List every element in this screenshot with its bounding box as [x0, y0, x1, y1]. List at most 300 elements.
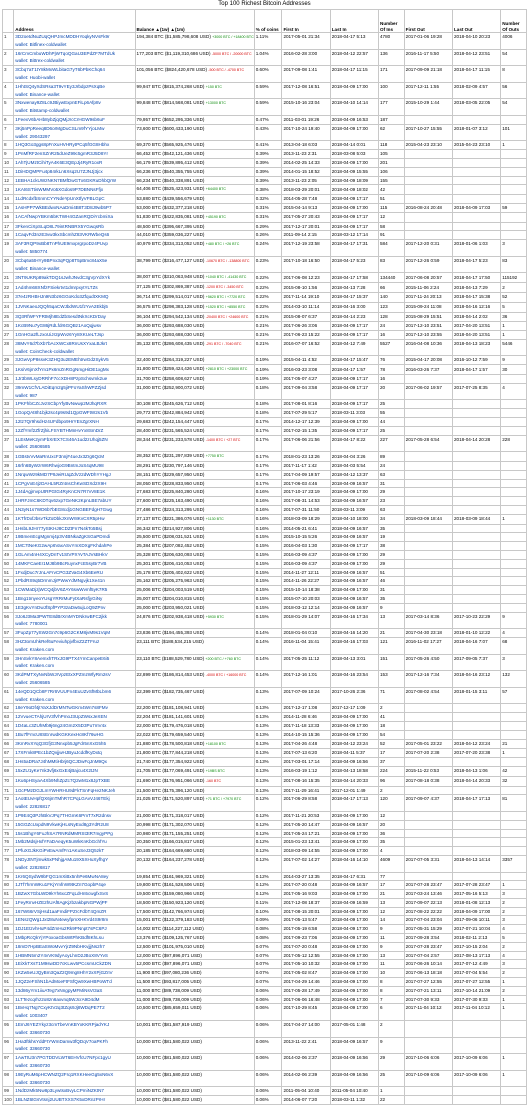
balance-cell — [135, 637, 254, 654]
balance-cell — [135, 749, 254, 758]
first-out-cell: 2017-05-31 15:29 — [404, 925, 452, 934]
address-link[interactable]: 3KdPMTXyNvNbWJrVpzEtxXPZmzWfyRm2sV — [15, 672, 111, 678]
ins-cell: 18 — [379, 721, 405, 730]
address-link[interactable]: 3Nxwenay9Z8Lc9JBiywExpnEFiLp6Afp8v — [15, 100, 101, 106]
last-in-cell: 2018-04-09 16:57 — [330, 497, 378, 506]
last-in-cell: 2018-04-09 16:56 — [330, 1070, 378, 1087]
rank-cell: 3 — [3, 66, 14, 83]
outs-cell: 36 — [501, 312, 527, 322]
address-link[interactable]: 12ZfYmf2ZfrZjhiLFSYBTHMnHvYx8SmDrZ — [15, 427, 104, 433]
balance-cell — [135, 995, 254, 1004]
first-out-cell: 2016-04-08 10:36 — [404, 339, 452, 356]
address-link[interactable]: 1ACAfNwpYBKm5bKTWH4GZanRQDiYcbmiXa — [15, 214, 114, 220]
balance-cell — [135, 185, 254, 195]
ins-cell: 11 — [379, 934, 405, 943]
address-link[interactable]: 1NrqwWz9kMD7P9JeiRUqZdVz2dWDhYYHgJ — [15, 471, 111, 477]
wallet-tag-link[interactable]: wallet: CoinCheck-coldwallet — [15, 348, 74, 354]
balance-value: 12,000 BTC ($97,896,071 USD) — [136, 961, 202, 967]
address-link[interactable]: 1EBHA1ckUWzNKN7BMfDwGTx6GKRuDhbQrW — [15, 177, 117, 183]
last-in-cell: 2018-04-09 17:17 — [330, 331, 378, 340]
outs-cell — [501, 603, 527, 612]
last-out-cell: 2017-10-15 2:04 — [452, 942, 500, 951]
address-link[interactable]: 1DiHDQMPFu4p84rkLn6Xsq2U7ZJNJj3jcx — [15, 168, 103, 174]
last-in-cell: 2018-04-17 11:15 — [330, 66, 378, 83]
balance-cell — [135, 452, 254, 462]
balance-value: 21,880 BTC ($178,500,818 USD) — [136, 740, 205, 746]
pct-cell: 0.13% — [254, 713, 282, 722]
address-link[interactable]: 1KAt6STtisWMMVo5XGdos9P7DBNNsFfjx — [15, 186, 104, 192]
first-in-cell: 2017-04-09 19:57 — [282, 470, 330, 479]
balance-change: +7750 BTC — [205, 454, 225, 459]
wallet-tag-link[interactable]: wallet: 7780001 — [15, 621, 48, 627]
balance-cell — [135, 49, 254, 66]
address-link[interactable]: 1NDyJtNTjmwk5xPNhjgAMu19X5XHuXyfhgY — [15, 856, 109, 862]
rank-cell: 66 — [3, 739, 14, 749]
rank-cell: 97 — [3, 1054, 14, 1071]
col-header-address[interactable]: Address — [14, 10, 135, 33]
address-link[interactable]: 3HnSvkY8AemxhTRxJG9PTX4YmCanpeE6i5 — [15, 655, 110, 661]
table-row — [3, 240, 527, 257]
address-link[interactable]: 1D4aLc3ZUhMb9j6ng24Gm2X5D3Pu7mV4x — [15, 722, 107, 728]
outs-cell: 132 — [501, 671, 527, 688]
address-link[interactable]: 1Hs5aDRa7J4hMMtiHbrj6QCJDwFqJnM9Qx — [15, 759, 107, 765]
first-in-cell: 2017-04-26 4:48 — [282, 739, 330, 749]
balance-value: 66,236 BTC ($540,355,755 USD) — [136, 168, 205, 174]
address-link[interactable]: 1ENszQWg1Jxt28uN4ewyfpmXHKVd4S9r8m — [15, 917, 109, 923]
address-link[interactable]: 1PbdRS9q5DrmmJjrPWwYdMNgvjk1Xe41n — [15, 578, 105, 584]
balance-cell — [135, 898, 254, 907]
rank-cell: 33 — [3, 400, 14, 409]
address-cell — [14, 542, 135, 551]
balance-value: 66,179 BTC ($539,895,412 USD) — [136, 159, 205, 165]
first-out-cell — [404, 758, 452, 767]
wallet-tag-link[interactable]: wallet: 22826817 — [15, 864, 51, 870]
ins-cell: 83 — [379, 256, 405, 273]
first-out-cell — [404, 150, 452, 159]
last-out-cell — [452, 811, 500, 820]
outs-cell — [501, 820, 527, 829]
address-link[interactable]: 14MKFCaeEr1MJ8b9BcRuynxFcE5syBr7VB — [15, 560, 107, 566]
last-in-cell: 2018-04-16 3:00 — [330, 302, 378, 312]
address-link[interactable]: 1HhtSQ4yXdSRsa3T9vYEy3JrbdpzPsXqBe — [15, 83, 105, 89]
balance-value: 19,854 BTC ($161,969,321 USD) — [136, 873, 205, 879]
ins-cell: 71 — [379, 687, 405, 704]
address-link[interactable]: 3KmRvXYqQ3GfjG3Nnxpb5JgFdr5nXxG5h5 — [15, 741, 107, 747]
balance-value: 194,384 BTC ($1,585,798,608 USD) — [136, 34, 211, 39]
ins-cell: 8 — [379, 978, 405, 987]
address-link[interactable]: 16rCmCmbuWDhPjWTqoQGaU3EPdZF7MTdUk — [15, 50, 116, 56]
wallet-tag-link[interactable]: wallet: 25606585 — [15, 444, 51, 450]
last-out-cell — [452, 524, 500, 533]
wallet-tag-link[interactable]: wallet: 5850774 — [15, 248, 48, 254]
balance-value: 28,400 BTC ($231,565,524 USD) — [136, 427, 205, 433]
address-link[interactable]: 1Jr3bWLsyDRRhF7ccXDH8PzpSchsvmk2ue — [15, 376, 108, 382]
address-link[interactable]: 1MbpRcQkYjYPoxoaGbsWtPhKBdf8KhLsu — [15, 935, 104, 941]
address-link[interactable]: 1GopQAt8h1bjk2sc4p9s9d1QpGWFtW2s1Vb — [15, 410, 109, 416]
wallet-tag-link[interactable]: wallet: 33660730 — [15, 1063, 51, 1069]
address-cell — [14, 488, 135, 497]
address-link[interactable]: 1Ku6pHSyaA4Xb9NhZpZc7Q2wM1x8JpTXBE — [15, 778, 111, 784]
rank-cell: 53 — [3, 586, 14, 595]
wallet-tag-link[interactable]: wallet: Binance-wallet — [15, 265, 60, 271]
address-cell — [14, 514, 135, 524]
balance-cell — [135, 150, 254, 159]
pct-cell: 0.18% — [254, 383, 282, 400]
address-cell — [14, 758, 135, 767]
balance-value: 48,500 BTC ($395,667,395 USD) — [136, 223, 205, 229]
address-link[interactable]: 18mD7HpBEaSWoMvvYjrZ9NbHKvjjjNs2h7 — [15, 943, 105, 949]
address-link[interactable]: 3Q3RfWFYFRtMjh8EdZbSesdtNkXcKDrDay — [15, 314, 106, 319]
table-row — [3, 721, 527, 730]
address-link[interactable]: 14eQD1QCb8F7Rr6VUUFn4EuUZvSfMbLbm6 — [15, 688, 112, 694]
first-in-cell: 2017-05-25 11:12 — [282, 654, 330, 671]
balance-cell — [135, 551, 254, 560]
table-row — [3, 479, 527, 488]
balance-cell — [135, 730, 254, 739]
address-link[interactable]: 1KZw5eUJQyBm3QaZ2Q9mg8HhY2xXPjGZnV — [15, 970, 113, 976]
rank-cell: 46 — [3, 524, 14, 533]
address-cell — [14, 256, 135, 273]
balance-change: +64400 BTC — [205, 187, 227, 192]
wallet-tag-link[interactable]: wallet: Huobi-wallet — [15, 74, 55, 80]
first-out-cell — [404, 533, 452, 542]
balance-value: 22,204 BTC ($181,141,601 USD) — [136, 714, 205, 720]
rank-cell: 4 — [3, 82, 14, 99]
wallet-tag-link[interactable]: wallet: 22826817 — [15, 804, 51, 810]
address-cell — [14, 1021, 135, 1038]
table-row — [3, 400, 527, 409]
last-in-cell: 2018-04-17 5:23 — [330, 256, 378, 273]
col-header-first-out[interactable]: First Out — [404, 10, 452, 33]
address-link[interactable]: 1EiXkTXsT1M9swDD7cKLwv5PCcsmUCkZDN — [15, 961, 112, 967]
address-link[interactable]: 15GGZcUxpdN9VkwKjHLsNyExd8g3YdR2U8 — [15, 821, 109, 827]
first-out-cell — [404, 1021, 452, 1038]
address-link[interactable]: 1Ad4hm68XNfzFSiekrtvt1dmrpxytYLTZs — [15, 284, 98, 290]
address-link[interactable]: 3Cbq6a5tHYy9BPnx3qPQp8T5pBmc84aX5e — [15, 257, 108, 263]
ins-cell: 77 — [379, 872, 405, 881]
balance-value: 11,000 BTC ($89,738,009 USD) — [136, 996, 202, 1002]
address-cell — [14, 66, 135, 83]
outs-cell — [501, 533, 527, 542]
wallet-tag-link[interactable]: wallet: 29043297 — [15, 133, 51, 139]
first-out-cell — [404, 470, 452, 479]
address-link[interactable]: 1LTTezcqrhz2o8zn6axvnq5WJcrA9D4dM — [15, 996, 100, 1002]
last-in-cell: 2018-03-08 5:03 — [330, 150, 378, 159]
address-link[interactable]: 1HsbL9JHr77yStKHJ8CDZtFn7N4kTo5Bsj — [15, 525, 102, 531]
address-link[interactable]: 1GLAm4nH4XCyDnTv1StVPXYvTAJVsBHkV — [15, 552, 108, 558]
last-out-cell: 2018-01-08 12:13 — [452, 898, 500, 907]
address-link[interactable]: 1HQ3Go3ggs8pFnXuHVHRytPCq5fGG8Hbhx — [15, 142, 110, 148]
address-link[interactable]: 1GcPMzDGJLmYWHRHU9dFkTSnFqHe2NKJeh — [15, 787, 116, 793]
balance-cell — [135, 256, 254, 273]
balance-cell — [135, 855, 254, 872]
balance-value: 29,683 BTC ($242,154,447 USD) — [136, 419, 205, 425]
outs-cell — [501, 167, 527, 176]
balance-value: 36,575 BTC ($298,383,128 USD) — [136, 303, 205, 309]
address-link[interactable]: 1FeyRmvHZE2hUAf8AgKjzbzakbpNGPWjPF — [15, 899, 108, 905]
balance-value: 19,800 BTC ($161,528,506 USD) — [136, 882, 205, 888]
address-cell — [14, 497, 135, 506]
address-link[interactable]: 39mW1CfVLADiEqm2g5jiPFoYaShWPZZjsd — [15, 384, 107, 390]
address-link[interactable]: 15s1BhgY6FuJhSA7RNRdMMRSt3tR7mgyPPg — [15, 830, 113, 836]
outs-cell: 3 — [501, 240, 527, 257]
last-out-cell: 2018-04-17 5:23 — [452, 256, 500, 273]
ins-cell: 31 — [379, 586, 405, 595]
address-link[interactable]: 37e4zRHBHJn9N3bz6GGoKdo3ZfqudtXKMQ — [15, 294, 109, 300]
outs-cell: 1 — [501, 1054, 527, 1071]
rank-cell: 69 — [3, 766, 14, 776]
ins-cell: 9 — [379, 1037, 405, 1054]
address-link[interactable]: 1AhTjUMztCihiTyA4K6E3QEpJj4RyR1oxR — [15, 159, 103, 165]
balance-value: 37,125 BTC ($302,869,387 USD) — [136, 284, 205, 290]
wallet-tag-link[interactable]: wallet: Bitstamp-coldwallet — [15, 108, 70, 114]
col-header-outs[interactable]: Number Of Outs — [501, 10, 527, 33]
first-in-cell: 2017-07-13 6:20 — [282, 749, 330, 758]
address-link[interactable]: 1AwTtU3n7PGTDDVLWT6EHVfcU7NFpc1gyU — [15, 1055, 111, 1061]
first-out-cell — [404, 577, 452, 586]
address-link[interactable]: 1NdDzMk5Nw8p3LywtsxBvyLCPmiNZKtN7 — [15, 1088, 104, 1094]
col-header-first-in[interactable]: First In — [282, 10, 330, 33]
outs-cell: 3357 — [501, 855, 527, 872]
last-in-cell: 2018-04-09 17:00 — [330, 1004, 378, 1021]
rank-cell: 80 — [3, 881, 14, 890]
address-link[interactable]: 3HZ3omUhkRef6uFeviuhpjvfbvZ2ZTFruz — [15, 638, 100, 644]
last-in-cell: 2018-04-09 17:17 — [330, 222, 378, 231]
balance-cell — [135, 400, 254, 409]
address-link[interactable]: 1PfuXGJkKGiPvEwAmfFn1AKuSeJ3Q5zkT — [15, 848, 105, 854]
balance-change: +2810 BTC / +23000 BTC — [205, 367, 248, 372]
last-in-cell: 2018-04-09 17:00 — [330, 969, 378, 978]
address-link[interactable]: 1JTf7hrmWKu1FKjYmfnW9tKZn7GopbP4qe — [15, 882, 106, 888]
first-in-cell: 2017-08-01 8:16 — [282, 400, 330, 409]
ins-cell: 201 — [379, 158, 405, 167]
address-link[interactable]: 1BvHq7Ng7CxyKtV2q3tZqs9Jj8WDqPE7T2 — [15, 1005, 105, 1011]
first-out-cell: 2017-07-21 13:11 — [404, 986, 452, 995]
col-header-rank[interactable] — [3, 10, 14, 33]
address-link[interactable]: 12VvueCTAhjUrV3fVhPmoJ3UpZWsxJeXEN — [15, 714, 107, 720]
address-link[interactable]: 167W66rVSjHsd1aaFmdiFPZrcFdbT4QmZR — [15, 908, 107, 914]
address-link[interactable]: 3Cbq7aT1tY8kMxWLbitaG7yT6bPbKChq64 — [15, 67, 105, 73]
address-link[interactable]: 1Ha3ftkhsYddFtYWmDamw3fQDqV7oaPKFh — [15, 1038, 108, 1044]
address-link[interactable]: 18eY9oDf4jtYaXJdDrMNTwGKm4Wn7s8FMv — [15, 705, 108, 711]
balance-value: 29,772 BTC ($242,884,942 USD) — [136, 410, 205, 416]
table-row — [3, 766, 527, 776]
ins-cell: 2 — [379, 1021, 405, 1038]
address-link[interactable]: 1MC7tNeKG2wAp6VaxASvYmXDXgFKhdahPe — [15, 543, 112, 549]
table-row — [3, 426, 527, 435]
wallet-tag-link[interactable]: wallet: Bittrex-coldwallet — [15, 58, 65, 64]
address-link[interactable]: 3JGwVpP8ssvK3ZHQ3u2EMEhtrwGd2SykV5 — [15, 357, 109, 363]
address-link[interactable]: 3D2oetdNuZUqQHPJmcMDDHYoqkyNVsFk9r — [15, 34, 110, 39]
last-out-cell — [452, 704, 500, 713]
ins-cell: 55 — [379, 409, 405, 418]
first-out-cell: 2017-08-22 22:22 — [404, 907, 452, 916]
address-link[interactable]: 19EyRuM6pHCWNZQ2Frq1RXKHeeGg5xN6vX — [15, 1071, 114, 1077]
rank-cell: 36 — [3, 426, 14, 435]
table-row — [3, 497, 527, 506]
address-link[interactable]: 1KcB9Nu7yG86jRdLfdr6GQBz1AoQqjwsv — [15, 323, 102, 329]
last-in-cell: 2018-04-09 16:56 — [330, 1054, 378, 1071]
wallet-tag-link[interactable]: wallet: 33660730 — [15, 1046, 51, 1052]
table-row — [3, 586, 527, 595]
outs-cell: 21 — [501, 739, 527, 749]
balance-cell — [135, 820, 254, 829]
outs-cell: 32 — [501, 776, 527, 786]
col-header-balance[interactable]: Balance ▲(1w) ▲(1m) — [135, 10, 254, 33]
address-link[interactable]: 1CWMaDjzjWCQ4jbV6ZAY6swWvmf5yK7R5 — [15, 587, 108, 593]
outs-cell — [501, 721, 527, 730]
address-link[interactable]: 1PnMfRF2enSZnR25dUeZ99c5gmR3J5D8Yr — [15, 151, 108, 157]
balance-change: -160 BTC — [205, 778, 222, 783]
table-header-row — [3, 10, 527, 33]
balance-value: 11,000 BTC ($89,738,009 USD) — [136, 987, 202, 993]
address-link[interactable]: 19BmenEcgMgnmj4p3V4BNkaZgKSGaPDmdi — [15, 534, 111, 540]
pct-cell: 0.15% — [254, 603, 282, 612]
address-link[interactable]: 1Mb2MdsjHxfYFaDAeqyK5uWkKnKbGchfYu — [15, 839, 107, 845]
address-link[interactable]: 1HBMN5m2Y4vVK9dyAoyLhnD2JBoX8VYvS — [15, 952, 108, 958]
rank-cell: 10 — [3, 158, 14, 167]
wallet-tag-link[interactable]: wallet: Kraken.com — [15, 696, 55, 702]
ins-cell: 54 — [379, 730, 405, 739]
ins-cell: 584 — [379, 240, 405, 257]
address-link[interactable]: 1KTfrDxfJbsvTkZoDbkJXnWr8KvCXR5pHw — [15, 516, 105, 522]
first-out-cell — [404, 820, 452, 829]
address-link[interactable]: 1LdRcdxfbSnmCYYNdeYpUnXtfyVFBLGpC — [15, 196, 105, 202]
address-link[interactable]: 1JQZ2eFShN1bAdMoeFtFSfQw9XwHBPoWTd — [15, 979, 112, 985]
address-link[interactable]: 1KsiV6jmXfYm1Px6mZnRGgNmgHiDE1xgMx — [15, 366, 109, 372]
address-link[interactable]: 1J4dAgjmvpUtRPGtG4RyKnCN7R7vV8E1K — [15, 489, 106, 495]
first-out-cell — [404, 586, 452, 595]
wallet-tag-link[interactable]: wallet: 1003407 — [15, 1013, 48, 1019]
address-link[interactable]: 1PKFhbCZcJvzSCbpYfyBvNwwp2MJhqRXR — [15, 401, 107, 407]
table-row — [3, 872, 527, 881]
wallet-tag-link[interactable]: wallet: 987 — [15, 392, 38, 398]
pct-cell: 0.47% — [254, 115, 282, 124]
address-link[interactable]: 1GBstvVvMaRnUxcF3nnjF4ueJx3Zrg6QcM — [15, 453, 105, 459]
address-link[interactable]: 1HRFJmC6KDTqv6zxp7GeNK2KpnLBE7abUY — [15, 498, 112, 504]
address-link[interactable]: 1AotEUvHpfQX6jmTMhR7CPqLGAvVJ46TEkj — [15, 796, 110, 802]
address-link[interactable]: 1FeexV6bAHb8ybZjqQMjJrcCrHGW9sb6uF — [15, 116, 105, 122]
address-link[interactable]: 17XFmk8PEc1bZQvjjwHJByuJcddfKyDxtq — [15, 750, 102, 756]
balance-change: +71 BTC / +7970 BTC — [205, 797, 242, 802]
first-out-cell: 2017-05-01 23:22 — [404, 739, 452, 749]
col-header-ins[interactable]: Number Of Ins — [379, 10, 405, 33]
first-out-cell: 2017-04-30 23:18 — [404, 629, 452, 638]
address-link[interactable]: 3AF3RQP9xBb8TnPhUE9mxprgrpoDz4PUvp — [15, 241, 108, 247]
table-row — [3, 951, 527, 960]
rank-cell: 20 — [3, 256, 14, 273]
address-link[interactable]: 3FupZp77ySW2Gn7c9p6G2CKM8jvM9s1VqM — [15, 630, 111, 636]
last-out-cell: 2018-04-10 20:23 — [452, 33, 500, 50]
first-in-cell: 2017-06-03 4:46 — [282, 479, 330, 488]
address-link[interactable]: 1EmJ6YEZYkyz3cmTbeVnKBYxKKRPjadYKJ — [15, 1022, 110, 1028]
address-link[interactable]: 3Kj5nPpReeq8D6orMgDuCSLm9fYYjoLMw — [15, 125, 105, 131]
pct-cell: 0.18% — [254, 409, 282, 418]
outs-cell: 2 — [501, 986, 527, 995]
address-link[interactable]: 1CaqvFd3nzE3vw3kxSbcmhZ83VKRWbeQs6 — [15, 232, 110, 238]
rank-cell: 42 — [3, 488, 14, 497]
balance-cell — [135, 356, 254, 365]
balance-cell — [135, 375, 254, 384]
first-in-cell: 2017-04-29 14:46 — [282, 978, 330, 987]
address-link[interactable]: 12tz7Qr9hsdHz4UFdbpo9HrYEnZgrXNH — [15, 419, 99, 425]
wallet-tag-link[interactable]: wallet: Kraken.com — [15, 663, 55, 669]
rank-cell: 92 — [3, 986, 14, 995]
last-out-cell — [452, 409, 500, 418]
last-out-cell: 2018-04-17 11:15 — [452, 66, 500, 83]
col-header-pct[interactable]: % of coins — [254, 10, 282, 33]
balance-change: -1200 BTC / -3450 BTC — [205, 285, 244, 290]
address-link[interactable]: 3Jo6J3Ma3PWTE8dBrXmMYDNkrwBFC2jkk — [15, 613, 107, 619]
address-link[interactable]: 1GnHGa2fLzxoUiJr2pWvz6Yy8XKUeLTJsp — [15, 332, 104, 338]
balance-value: 10,500 BTC ($85,659,011 USD) — [136, 1005, 202, 1011]
wallet-tag-link[interactable]: wallet: Kraken.com — [15, 646, 55, 652]
ins-cell: 7 — [379, 995, 405, 1004]
wallet-tag-link[interactable]: wallet: Binance-wallet — [15, 91, 60, 97]
last-in-cell: 2018-04-16 17:34 — [330, 612, 378, 629]
wallet-tag-link[interactable]: wallet: 33660730 — [15, 1079, 51, 1085]
wallet-tag-link[interactable]: wallet: 33660730 — [15, 1029, 51, 1035]
address-link[interactable]: 1BLNZ6tGsVtsnj2UUBTXXS7K5xDRnzPrHr — [15, 1097, 106, 1103]
address-cell — [14, 356, 135, 365]
last-out-cell: 2018-04-13 7:29 — [452, 283, 500, 293]
address-link[interactable]: 1DJ1EtzvhHuP4dZmHu2Rk9PNnpt7sPC6PJ — [15, 926, 107, 932]
last-in-cell: 2018-04-09 17:17 — [330, 375, 378, 384]
last-out-cell: 2017-07-28 23:47 — [452, 881, 500, 890]
first-in-cell: 2015-01-23 13:41 — [282, 838, 330, 847]
address-cell — [14, 240, 135, 257]
address-link[interactable]: 1Bng1tmyeoYUsgYRRrMuFytXaRsfjyGiNy — [15, 596, 103, 601]
address-link[interactable]: 1Kr6QSydW9bFQG1mXiBx5nhPe6MwNA8ey — [15, 873, 109, 879]
address-link[interactable]: 1E3gKvYnDwJfSpfPYP3zaDw6ujLoQ9ZPnv — [15, 604, 106, 610]
address-link[interactable]: 1FxdjDuc7rJnLAFrvCPG3ZVaG4Xb6EeRU — [15, 569, 104, 575]
first-out-cell: 2017-07-27 12:55 — [404, 978, 452, 987]
address-link[interactable]: 1LEsMeK2ymFbXrEX7CS46A1ud2zUhqj5ZN — [15, 436, 108, 442]
address-link[interactable]: 1AsHPP7WkBEdwxNAaDmi4B8T3D8J9wb5P7 — [15, 204, 112, 210]
address-link[interactable]: 13d86yYm1iiuATeg7xNngpyMFMiNsVr3aS — [15, 987, 103, 993]
balance-cell — [135, 847, 254, 856]
balance-cell — [135, 302, 254, 312]
address-link[interactable]: 38MvY6d7bXb7bAcXWCx8RnUsXYxaLBJkrt — [15, 340, 107, 346]
balance-cell — [135, 514, 254, 524]
address-link[interactable]: 1P9E4Q3PJhBkVJPq7THGmK6PmT7xR2dnsv — [15, 812, 112, 818]
address-link[interactable]: 15xZU1yKe7nk3vfj6xGxE4jBajcu4X2tJN — [15, 768, 98, 774]
balance-value: 12,000 BTC ($97,896,071 USD) — [136, 952, 202, 958]
balance-value: 53,880 BTC ($439,556,679 USD) — [136, 196, 205, 202]
address-link[interactable]: 1N3yN1s7WD6b7bEG8cdj1GNGBEFdgH7Gwg — [15, 507, 113, 513]
table-row — [3, 934, 527, 943]
address-link[interactable]: 1CPgVxE4jzDAHL5RZntnsChKwSDXd2X9H — [15, 480, 107, 486]
address-link[interactable]: 1Bu7fFmcU8SEnrwdKGKKexHc8Kf76wHG — [15, 731, 104, 737]
table-row — [3, 595, 527, 604]
col-header-last-out[interactable]: Last Out — [452, 10, 500, 33]
address-link[interactable]: 16rfn6ByWzrW6RhwjoG9BntmJoS4qMU98 — [15, 463, 104, 469]
pct-cell: 0.10% — [254, 907, 282, 916]
wallet-tag-link[interactable]: wallet: 25606585 — [15, 679, 51, 685]
ins-cell: 106 — [379, 167, 405, 176]
rank-cell: 77 — [3, 847, 14, 856]
wallet-tag-link[interactable]: wallet: Bitfinex-coldwallet — [15, 41, 67, 47]
address-link[interactable]: 1BZwX7GbLWD9kYh6xcZFqLdHn5cwgfxSvS — [15, 891, 109, 897]
last-out-cell — [452, 1037, 500, 1054]
ins-cell: 227 — [379, 435, 405, 452]
address-link[interactable]: 1JVNKaeoJQQh5qaCWJbdWU1fzYvA2Ekbj5 — [15, 304, 108, 310]
last-in-cell: 2018-04-14 0:01 — [330, 141, 378, 150]
address-link[interactable]: 3FkenCiXpSLqD8L79intRNBRX5YGwqsRb — [15, 223, 104, 229]
col-header-last-in[interactable]: Last In — [330, 10, 378, 33]
address-link[interactable]: 3NT9UKRp89akTDQ1sJwhJNvdC3gVpYdXYk — [15, 274, 111, 280]
outs-cell — [501, 704, 527, 713]
